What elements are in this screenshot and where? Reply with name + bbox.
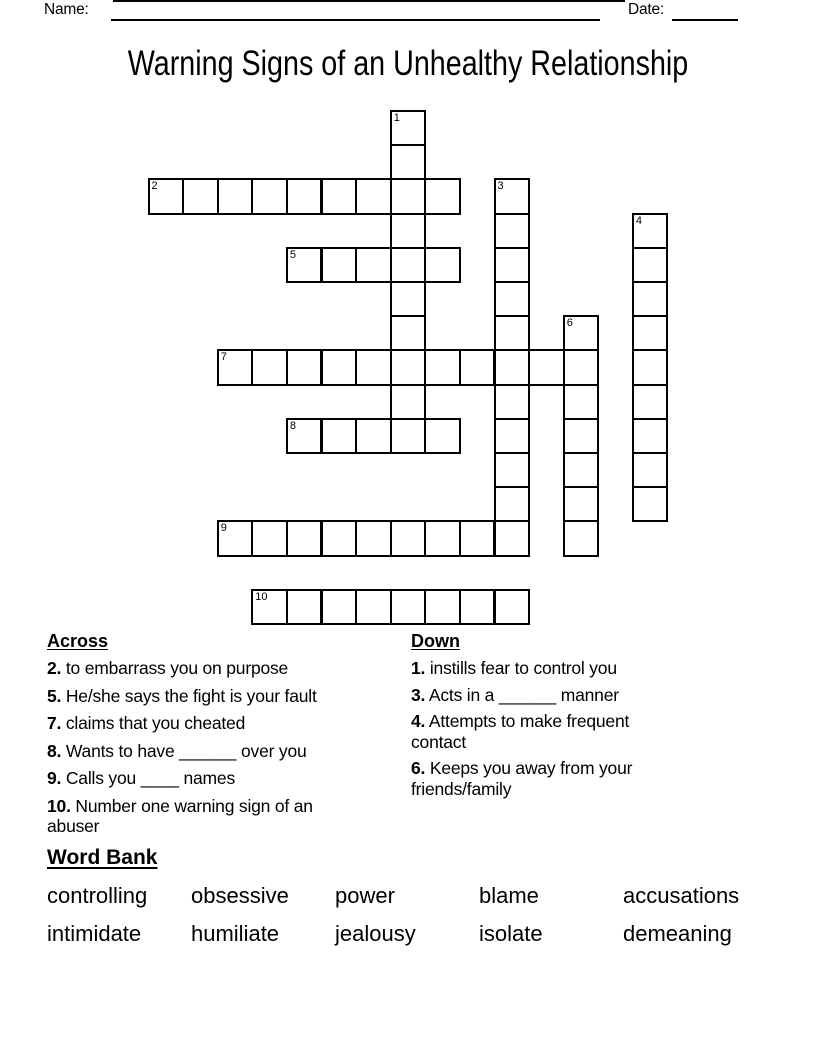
across-clues-section (47, 631, 397, 844)
grid-cell[interactable] (494, 349, 531, 385)
word-bank-item: jealousy (335, 921, 416, 946)
grid-cell[interactable] (563, 520, 600, 556)
clue-item: 4. Attempts to make frequent contact (411, 711, 630, 752)
name-label: Name: (44, 1, 89, 18)
grid-cell[interactable] (217, 178, 254, 214)
grid-cell-numbered[interactable] (286, 418, 323, 454)
word-bank-item: controlling (47, 883, 148, 908)
cell-number: 4 (635, 214, 643, 227)
grid-cell[interactable] (563, 486, 600, 522)
grid-cell[interactable] (355, 418, 392, 454)
cell-number: 6 (566, 317, 573, 330)
word-bank-item: humiliate (191, 921, 280, 946)
grid-cell[interactable] (494, 486, 531, 522)
grid-cell[interactable] (494, 418, 531, 454)
clue-number: 3. (411, 684, 426, 705)
grid-cell[interactable] (632, 384, 669, 420)
cell-number: 2 (151, 180, 158, 193)
clue-number: 7. (47, 713, 62, 733)
grid-cell[interactable] (390, 281, 427, 317)
grid-cell[interactable] (390, 247, 427, 283)
down-clue-list (411, 658, 711, 799)
cell-number: 5 (289, 248, 297, 261)
grid-cell[interactable] (424, 520, 461, 556)
grid-cell[interactable] (563, 384, 600, 420)
grid-cell[interactable] (632, 418, 669, 454)
grid-cell[interactable] (321, 418, 358, 454)
cell-number: 8 (289, 419, 297, 432)
clue-number: 6. (411, 758, 426, 778)
clue-number: 10. (47, 795, 71, 816)
clue-number: 5. (47, 685, 62, 706)
grid-cell[interactable] (632, 452, 669, 488)
grid-cell-numbered[interactable] (286, 247, 323, 283)
grid-cell[interactable] (494, 213, 531, 249)
grid-cell-numbered[interactable] (390, 110, 427, 146)
grid-cell[interactable] (494, 281, 531, 317)
clue-number: 8. (47, 740, 62, 761)
word-bank-item: blame (479, 883, 539, 908)
down-clues-section (411, 631, 711, 805)
word-bank-heading: Word Bank (47, 846, 158, 869)
grid-cell[interactable] (355, 178, 392, 214)
grid-cell[interactable] (494, 589, 531, 625)
grid-cell[interactable] (286, 178, 323, 214)
grid-cell[interactable] (632, 349, 669, 385)
grid-cell[interactable] (390, 178, 427, 214)
grid-cell-numbered[interactable] (217, 349, 254, 385)
grid-cell[interactable] (355, 589, 392, 625)
grid-cell-numbered[interactable] (217, 520, 254, 556)
grid-cell[interactable] (355, 247, 392, 283)
word-bank-section (47, 845, 769, 948)
across-clue-list (47, 658, 397, 837)
grid-cell[interactable] (390, 144, 427, 180)
grid-cell[interactable] (424, 178, 461, 214)
clue-number: 1. (411, 658, 426, 678)
grid-cell[interactable] (286, 520, 323, 556)
grid-cell-numbered[interactable] (148, 178, 185, 214)
grid-cell-numbered[interactable] (494, 178, 531, 214)
grid-cell[interactable] (321, 178, 358, 214)
grid-cell[interactable] (632, 247, 669, 283)
clue-item: 5. He/she says the fight is your fault (47, 685, 317, 706)
grid-cell[interactable] (632, 486, 669, 522)
clue-item: 2. to embarrass you on purpose (47, 658, 289, 678)
cell-number: 9 (220, 522, 227, 535)
cell-number: 7 (220, 351, 227, 364)
grid-cell[interactable] (390, 418, 427, 454)
clue-item: 3. Acts in a ______ manner (411, 684, 619, 705)
clue-number: 4. (411, 711, 426, 731)
page-title: Warning Signs of an Unhealthy Relationship (127, 44, 689, 83)
grid-cell[interactable] (494, 247, 531, 283)
clue-item: 1. instills fear to control you (411, 658, 617, 678)
grid-cell-numbered[interactable] (563, 315, 600, 351)
cell-number: 10 (255, 590, 268, 603)
grid-cell[interactable] (424, 418, 461, 454)
grid-cell[interactable] (563, 452, 600, 488)
grid-cell[interactable] (632, 281, 669, 317)
grid-cell[interactable] (563, 418, 600, 454)
grid-cell[interactable] (632, 315, 669, 351)
word-bank-item: intimidate (47, 921, 142, 946)
grid-cell[interactable] (424, 247, 461, 283)
grid-cell[interactable] (390, 213, 427, 249)
clue-item: 10. Number one warning sign of an abuser (47, 795, 313, 836)
grid-cell[interactable] (355, 520, 392, 556)
grid-cell[interactable] (424, 349, 461, 385)
word-bank-item: isolate (479, 921, 543, 946)
clue-item: 7. claims that you cheated (47, 713, 246, 733)
word-bank-item: obsessive (191, 883, 289, 908)
grid-cell[interactable] (251, 520, 288, 556)
date-label: Date: (628, 1, 665, 18)
across-heading: Across (47, 631, 109, 651)
grid-cell[interactable] (286, 349, 323, 385)
grid-cell[interactable] (459, 520, 496, 556)
clue-number: 2. (47, 658, 62, 678)
clue-item: 6. Keeps you away from your friends/family (411, 758, 633, 799)
grid-cell[interactable] (563, 349, 600, 385)
clue-number: 9. (47, 768, 62, 788)
clue-item: 8. Wants to have ______ over you (47, 740, 307, 761)
word-bank-item: demeaning (623, 921, 732, 946)
grid-cell[interactable] (494, 384, 531, 420)
cell-number: 1 (393, 112, 400, 124)
grid-cell[interactable] (390, 520, 427, 556)
clue-item: 9. Calls you ____ names (47, 768, 236, 788)
grid-cell[interactable] (321, 589, 358, 625)
grid-cell[interactable] (494, 452, 531, 488)
grid-cell[interactable] (355, 349, 392, 385)
grid-cell[interactable] (286, 589, 323, 625)
grid-cell[interactable] (390, 349, 427, 385)
grid-cell[interactable] (494, 315, 531, 351)
grid-cell[interactable] (390, 384, 427, 420)
grid-cell[interactable] (459, 589, 496, 625)
grid-cell[interactable] (424, 589, 461, 625)
grid-cell[interactable] (390, 315, 427, 351)
word-bank-item: accusations (623, 883, 740, 908)
grid-cell[interactable] (459, 349, 496, 385)
grid-cell[interactable] (494, 520, 531, 556)
grid-cell[interactable] (321, 520, 358, 556)
grid-cell-numbered[interactable] (632, 213, 669, 249)
grid-cell-numbered[interactable] (251, 589, 288, 625)
word-bank-grid (47, 882, 769, 948)
grid-cell[interactable] (390, 589, 427, 625)
grid-cell[interactable] (321, 349, 358, 385)
grid-cell[interactable] (251, 349, 288, 385)
grid-cell[interactable] (528, 349, 565, 385)
down-heading: Down (411, 631, 460, 651)
grid-cell[interactable] (251, 178, 288, 214)
word-bank-item: power (335, 883, 395, 908)
grid-cell[interactable] (182, 178, 219, 214)
grid-cell[interactable] (321, 247, 358, 283)
cell-number: 3 (497, 180, 504, 193)
